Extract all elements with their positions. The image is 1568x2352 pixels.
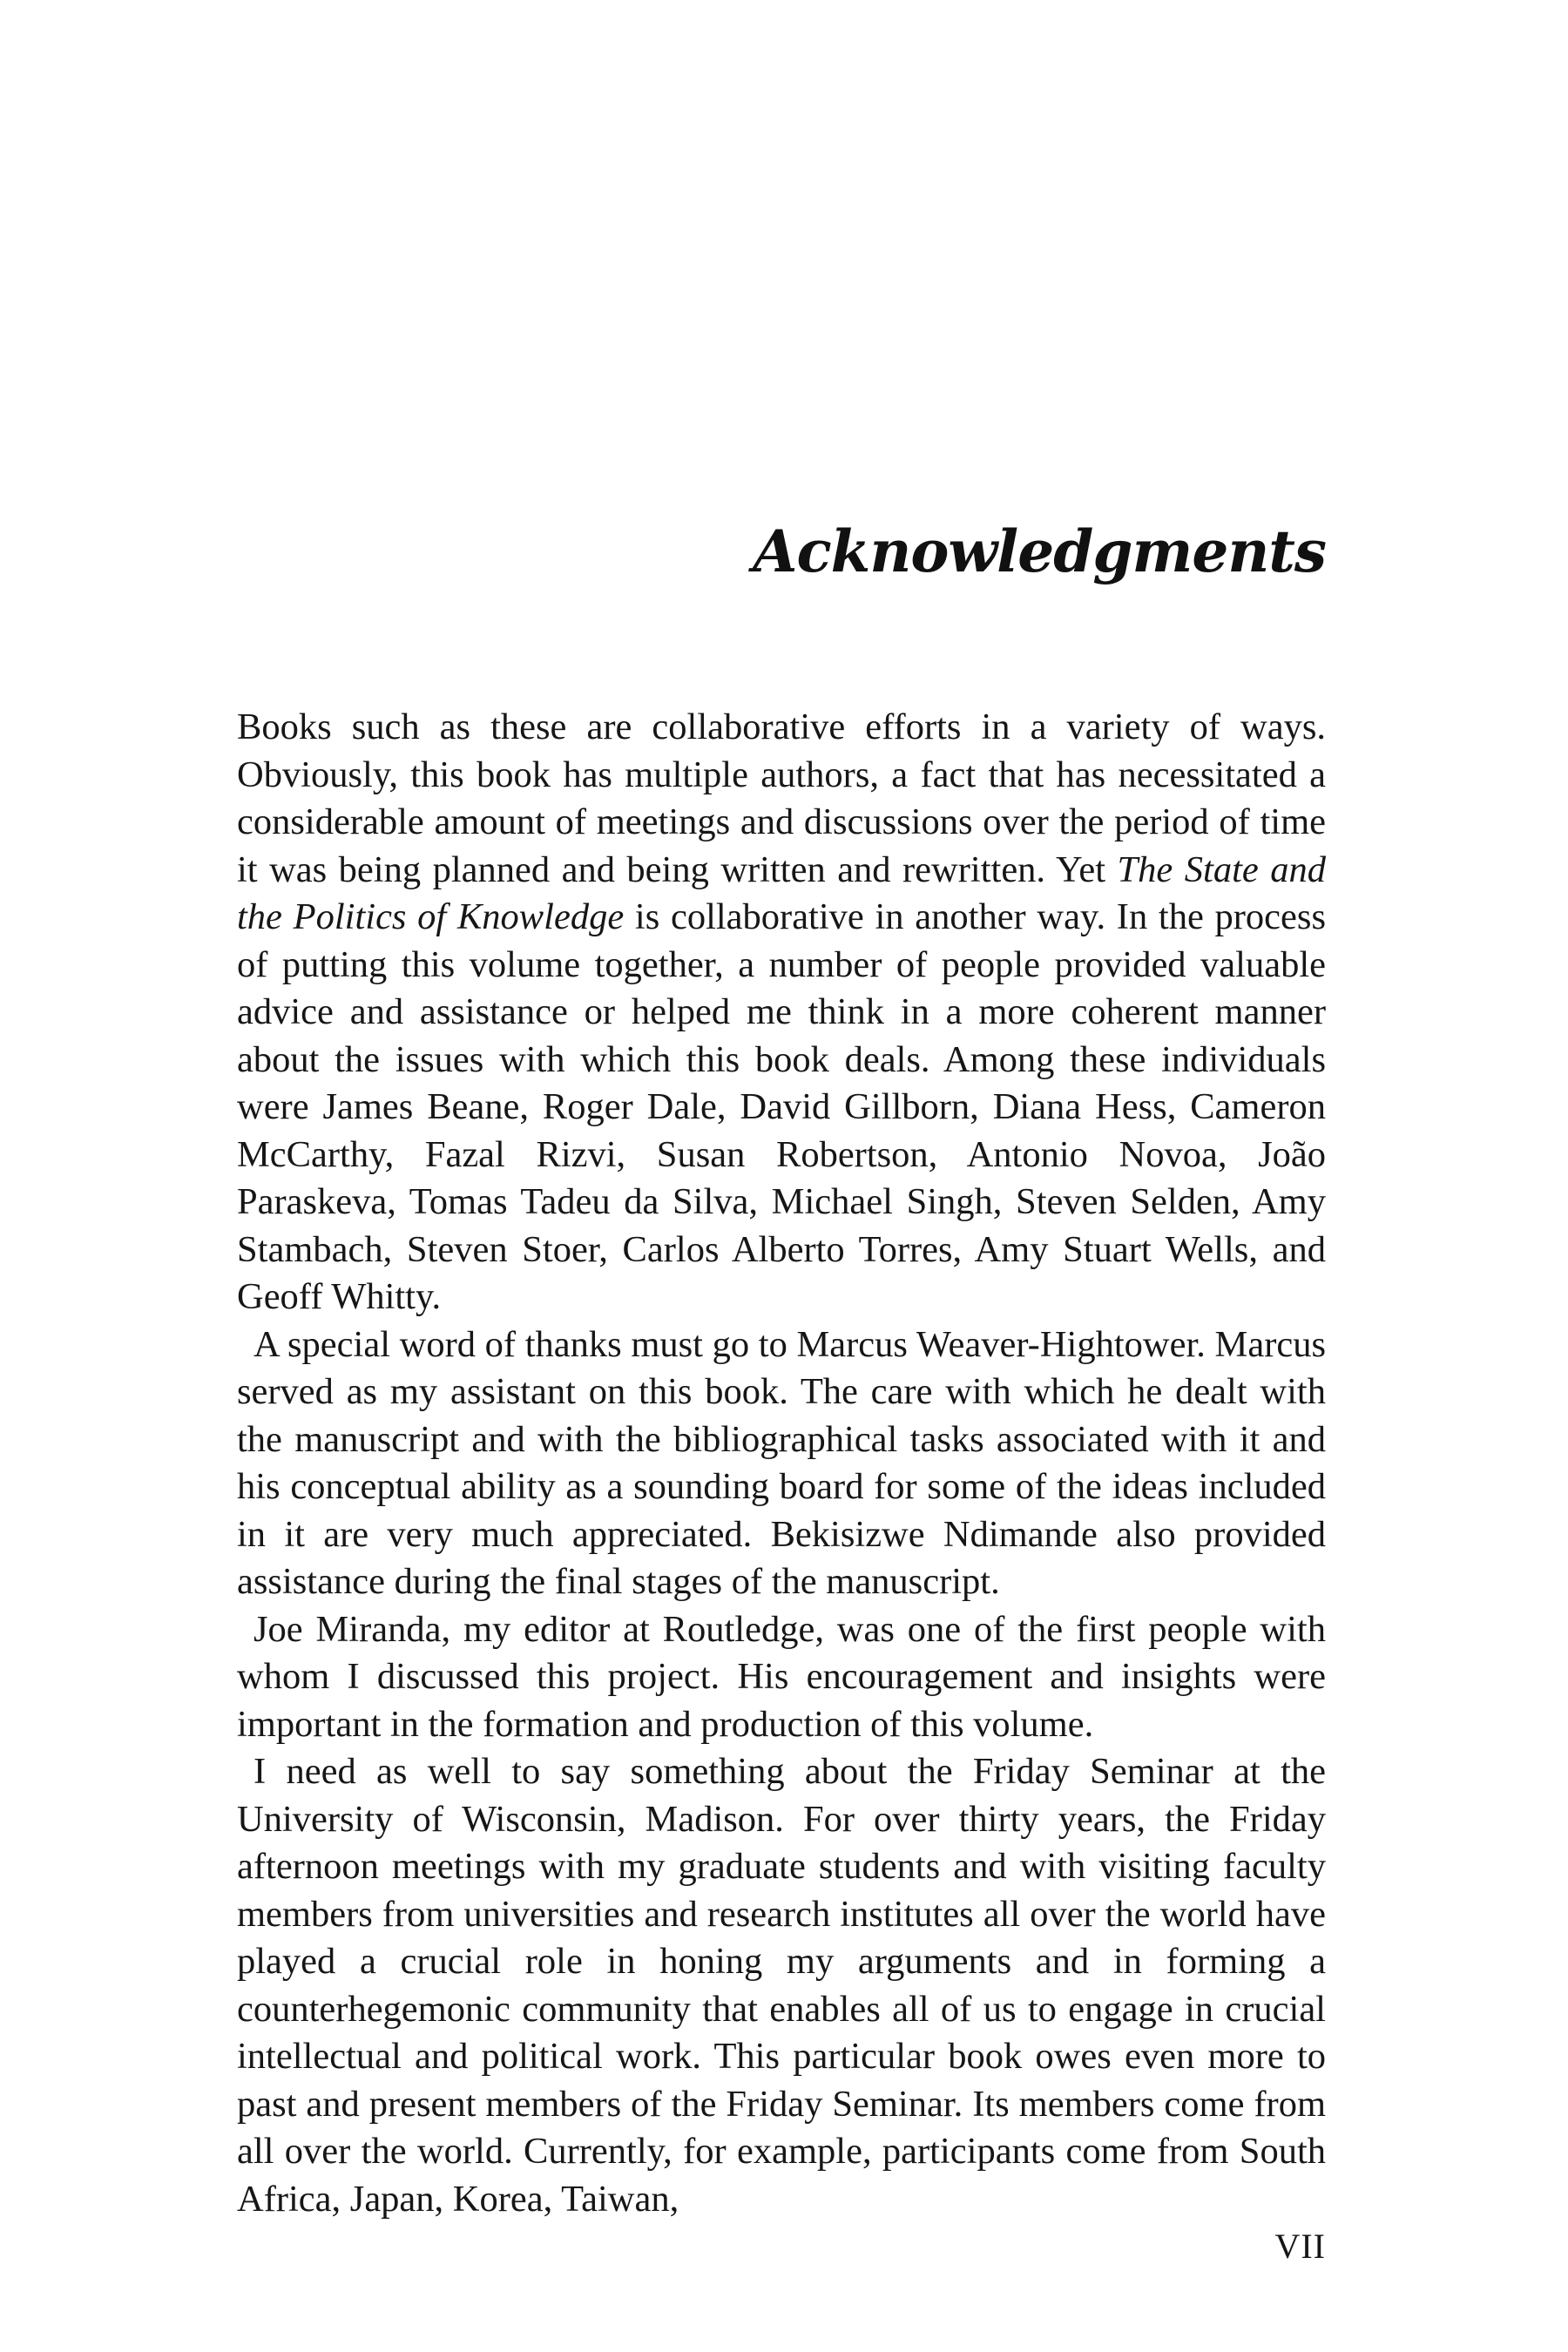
acknowledgments-body bbox=[237, 704, 1326, 2223]
paragraph-3: Joe Miranda, my editor at Routledge, was one of the first people with whom I discussed this project. His encouragement and insights were important in the formation and production of this volume. bbox=[237, 1608, 1326, 1745]
paragraph-4: I need as well to say something about the Friday Seminar at the University of Wisconsin, Madison. For over thirty years, the Friday afternoon meetings with my graduate students and with visiting faculty members from universities and research institutes all over the world have played a crucial role in honing my arguments and in forming a counterhegemonic community that enables all of us to engage in crucial intellectual and political work. This particular book owes even more to past and present members of the Friday Seminar. Its members come from all over the world. Currently, for example, participants come from South Africa, Japan, Korea, Taiwan, bbox=[237, 1751, 1326, 2220]
paragraph-2: A special word of thanks must go to Marcus Weaver-Hightower. Marcus served as my assistant on this book. The care with which he dealt with the manuscript and with the bibliographical tasks associated with it and his conceptual ability as a sounding board for some of the ideas included in it are very much appreciated. Bekisizwe Ndimande also provided assistance during the final stages of the manuscript. bbox=[237, 1323, 1326, 1602]
paragraph-1-before: Books such as these are collaborative efforts in a variety of ways. Obviously, this book has multiple authors, a fact that has necessitated a considerable amount of meetings and discussions over the period of time it was being planned and being written and rewritten. Yet bbox=[237, 706, 1326, 890]
page-number: VII bbox=[1274, 2227, 1326, 2266]
book-title: The State and the Politics of Knowledge bbox=[237, 848, 1326, 937]
paragraph-1 bbox=[237, 704, 1326, 1321]
paragraph-1-after: is collaborative in another way. In the process of putting this volume together, a number of people provided valuable advice and assistance or helped me think in a more coherent manner about the issues with which this book deals. Among these individuals were James Beane, Roger Dale, David Gillborn, Diana Hess, Cameron McCarthy, Fazal Rizvi, Susan Robertson, Antonio Novoa, João Paraskeva, Tomas Tadeu da Silva, Michael Singh, Steven Selden, Amy Stambach, Steven Stoer, Carlos Alberto Torres, Amy Stuart Wells, and Geoff Whitty. bbox=[237, 896, 1326, 1317]
page-heading: Acknowledgments bbox=[753, 517, 1326, 585]
